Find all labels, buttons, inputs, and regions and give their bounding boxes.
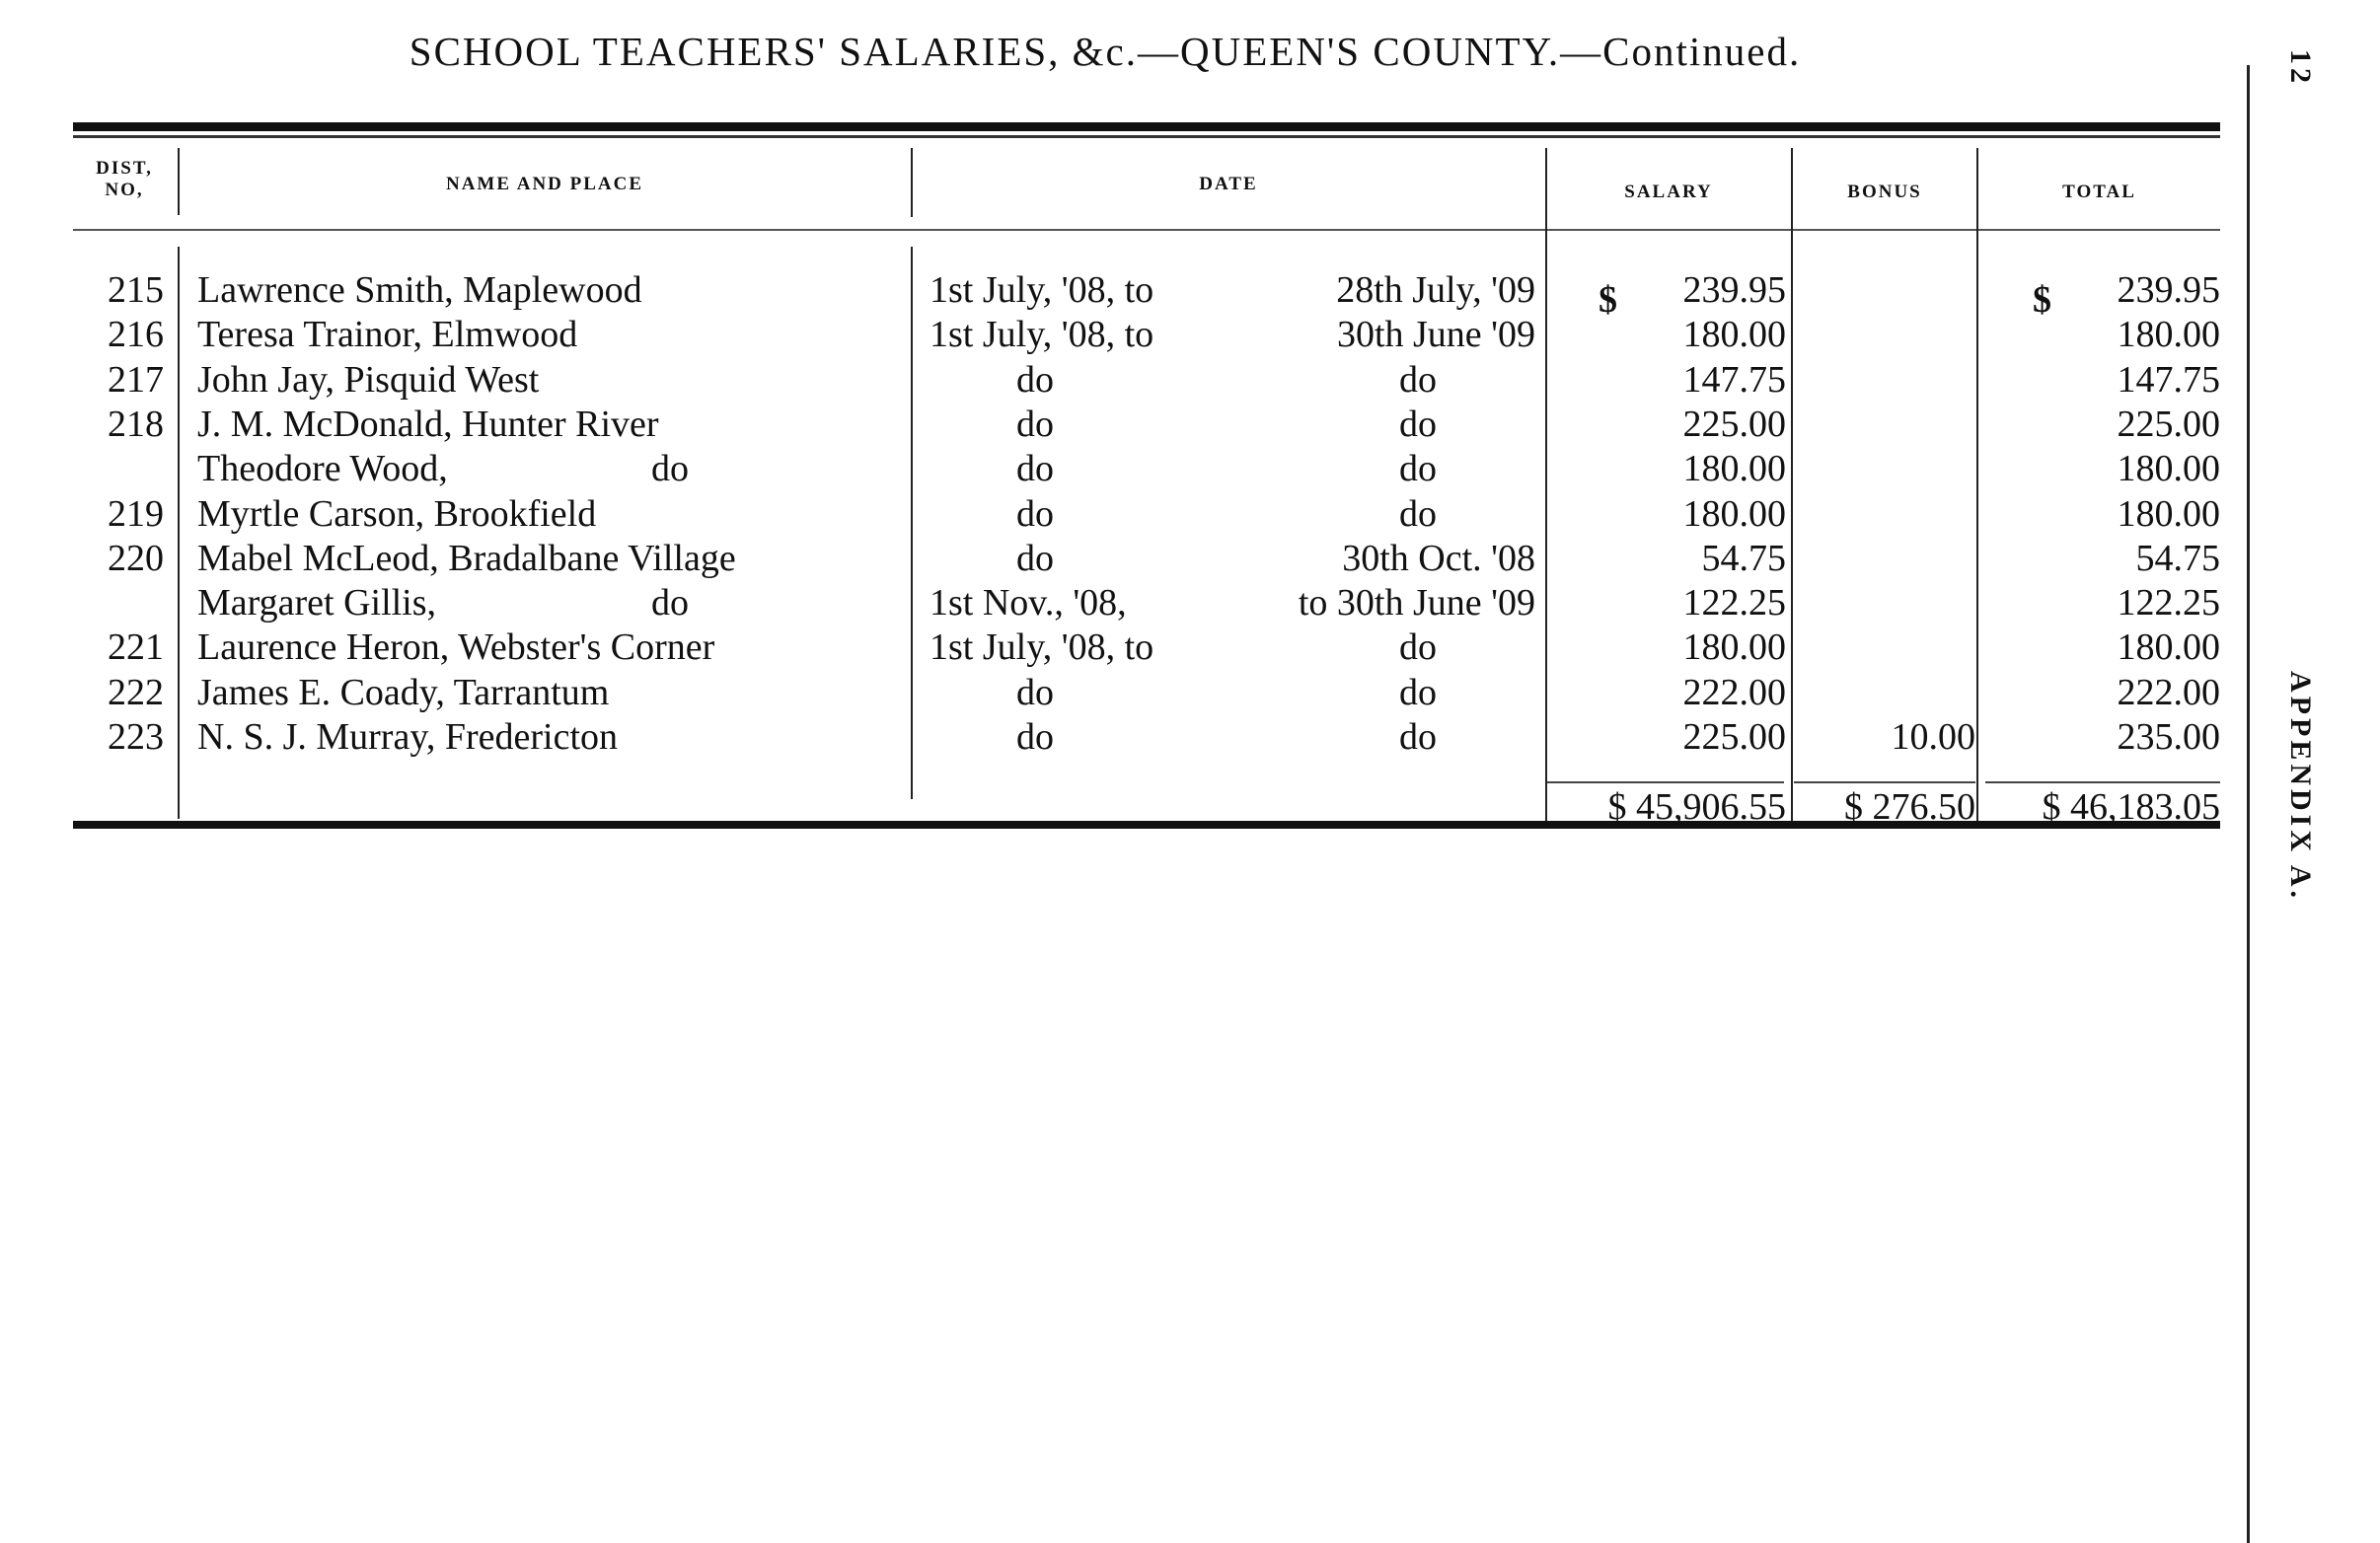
- column-divider: [911, 247, 913, 799]
- column-divider: [178, 247, 180, 819]
- total-cell: 180.00: [2117, 314, 2220, 355]
- date-to-cell: do: [1399, 716, 1437, 758]
- date-from-cell: do: [1016, 716, 1054, 758]
- column-divider: [1545, 148, 1547, 821]
- salary-cell: 54.75: [1701, 538, 1786, 579]
- page-number: 12: [2284, 49, 2317, 87]
- name-cell: James E. Coady, Tarrantum: [197, 672, 610, 713]
- header-rule: [73, 229, 2220, 231]
- currency-symbol: $: [2033, 279, 2051, 321]
- bonus-total-rule: [1794, 781, 1975, 783]
- name-cell: N. S. J. Murray, Fredericton: [197, 716, 619, 758]
- dist-no-cell: 218: [108, 404, 164, 445]
- salary-cell: 222.00: [1682, 672, 1786, 713]
- column-divider: [1976, 148, 1978, 821]
- salary-cell: 180.00: [1682, 448, 1786, 489]
- date-to-cell: do: [1399, 448, 1437, 489]
- date-from-cell: 1st Nov., '08,: [930, 582, 1127, 624]
- date-from-cell: do: [1016, 493, 1054, 535]
- name-cell: Theodore Wood,: [197, 448, 448, 489]
- date-from-cell: do: [1016, 404, 1054, 445]
- dist-no-cell: 216: [108, 314, 164, 355]
- date-to-cell: 30th Oct. '08: [1342, 538, 1535, 579]
- name-cell: Laurence Heron, Webster's Corner: [197, 626, 715, 668]
- date-to-cell: do: [1399, 493, 1437, 535]
- page-edge-line: [2247, 65, 2250, 1543]
- date-to-cell: to 30th June '09: [1298, 582, 1535, 624]
- top-rule: [73, 122, 2220, 131]
- date-to-cell: do: [1399, 672, 1437, 713]
- total-cell: 225.00: [2117, 404, 2220, 445]
- salary-cell: 180.00: [1682, 626, 1786, 668]
- total-salary: $ 45,906.55: [1607, 786, 1786, 828]
- total-bonus: $ 276.50: [1844, 786, 1975, 828]
- dist-no-cell: 219: [108, 493, 164, 535]
- salary-cell: 225.00: [1682, 404, 1786, 445]
- header-dist-no: DIST, NO,: [96, 158, 153, 200]
- date-from-cell: do: [1016, 538, 1054, 579]
- total-grand: $ 46,183.05: [2042, 786, 2220, 828]
- name-cell: John Jay, Pisquid West: [197, 359, 540, 401]
- header-name-place: NAME AND PLACE: [445, 174, 644, 194]
- date-to-cell: 30th June '09: [1336, 314, 1535, 355]
- date-from-cell: do: [1016, 672, 1054, 713]
- salary-total-rule: [1547, 781, 1784, 783]
- date-to-cell: do: [1399, 626, 1437, 668]
- salary-cell: 180.00: [1682, 493, 1786, 535]
- name-cell: Lawrence Smith, Maplewood: [197, 269, 642, 311]
- header-total: TOTAL: [2062, 182, 2136, 202]
- total-total-rule: [1985, 781, 2220, 783]
- currency-symbol: $: [1599, 279, 1617, 321]
- name-cell: Myrtle Carson, Brookfield: [197, 493, 597, 535]
- header-salary: SALARY: [1624, 182, 1713, 202]
- salary-cell: 180.00: [1682, 314, 1786, 355]
- dist-no-cell: 221: [108, 626, 164, 668]
- name-ditto-cell: do: [651, 448, 689, 489]
- name-cell: J. M. McDonald, Hunter River: [197, 404, 659, 445]
- salary-cell: 147.75: [1682, 359, 1786, 401]
- salary-cell: 239.95: [1682, 269, 1786, 311]
- date-to-cell: do: [1399, 359, 1437, 401]
- date-from-cell: do: [1016, 359, 1054, 401]
- date-from-cell: 1st July, '08, to: [930, 626, 1154, 668]
- top-rule-thin: [73, 135, 2220, 138]
- appendix-label: APPENDIX A.: [2284, 671, 2317, 903]
- dist-no-cell: 215: [108, 269, 164, 311]
- total-cell: 147.75: [2117, 359, 2220, 401]
- name-cell: Margaret Gillis,: [197, 582, 437, 624]
- name-cell: Mabel McLeod, Bradalbane Village: [197, 538, 736, 579]
- dist-no-cell: 217: [108, 359, 164, 401]
- total-cell: 180.00: [2117, 626, 2220, 668]
- total-cell: 235.00: [2117, 716, 2220, 758]
- date-from-cell: 1st July, '08, to: [930, 314, 1154, 355]
- name-cell: Teresa Trainor, Elmwood: [197, 314, 578, 355]
- date-from-cell: 1st July, '08, to: [930, 269, 1154, 311]
- bonus-cell: 10.00: [1891, 716, 1975, 758]
- total-cell: 54.75: [2135, 538, 2220, 579]
- total-cell: 180.00: [2117, 448, 2220, 489]
- date-from-cell: do: [1016, 448, 1054, 489]
- total-cell: 122.25: [2117, 582, 2220, 624]
- name-ditto-cell: do: [651, 582, 689, 624]
- date-to-cell: 28th July, '09: [1336, 269, 1535, 311]
- total-cell: 222.00: [2117, 672, 2220, 713]
- dist-no-cell: 222: [108, 672, 164, 713]
- header-bonus: BONUS: [1847, 182, 1922, 202]
- total-cell: 239.95: [2117, 269, 2220, 311]
- column-divider: [1791, 148, 1793, 821]
- salary-cell: 225.00: [1682, 716, 1786, 758]
- salary-cell: 122.25: [1682, 582, 1786, 624]
- header-date: DATE: [1199, 174, 1258, 194]
- total-cell: 180.00: [2117, 493, 2220, 535]
- dist-no-cell: 223: [108, 716, 164, 758]
- date-to-cell: do: [1399, 404, 1437, 445]
- dist-no-cell: 220: [108, 538, 164, 579]
- page-title: SCHOOL TEACHERS' SALARIES, &c.—QUEEN'S COUNTY.—Continued.: [409, 29, 1802, 74]
